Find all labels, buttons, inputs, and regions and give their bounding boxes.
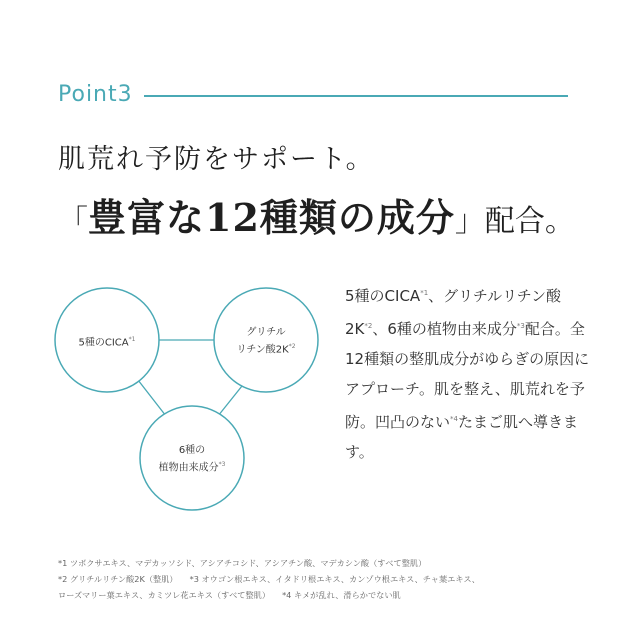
description-paragraph xyxy=(345,278,595,467)
bubble-glycyrrhizin-note: *2 xyxy=(288,343,296,350)
bubble-plant-extract-label xyxy=(137,444,247,475)
bubble-glycyrrhizin-label xyxy=(211,326,321,357)
headline-open-bracket: 「 xyxy=(58,204,88,239)
body-seg4: 配合。全12種類の整肌成分がゆらぎの原因にアプローチ。肌を整え、肌荒れを予防。凹凸のない xyxy=(345,320,590,431)
bubble-glycyrrhizin-line2-wrap xyxy=(211,340,321,357)
body-seg1: 5種のCICA xyxy=(345,287,421,305)
bubble-plant-extract-line2-wrap xyxy=(137,458,247,475)
bubble-cica-note: *1 xyxy=(128,336,136,343)
bubble-glycyrrhizin-line1: グリチル xyxy=(246,327,286,338)
bubble-cica-label xyxy=(52,333,162,350)
footnotes xyxy=(58,555,618,603)
headline-line2 xyxy=(58,192,575,252)
headline-tail: 配合。 xyxy=(484,204,575,239)
footnote-line1: *1 ツボクサエキス、マデカッソシド、アシアチコシド、アシアチン酸、マデカシン酸（すべて整肌） xyxy=(58,558,427,568)
bubble-plant-extract-line1: 6種の xyxy=(178,445,206,456)
body-note4: *4 xyxy=(450,415,458,423)
footnote-line2 xyxy=(58,571,618,587)
headline-main: 豊富な12種類の成分 xyxy=(88,195,455,240)
headline-close-bracket: 」 xyxy=(454,204,485,239)
body-note2: *2 xyxy=(364,322,373,330)
connector-1-3 xyxy=(138,380,166,416)
footnote-line3 xyxy=(58,587,618,603)
bubble-cica-text: 5種のCICA xyxy=(78,337,129,349)
headline-line1: 肌荒れ予防をサポート。 xyxy=(58,144,375,175)
footnote-4: *4 キメが乱れ、滑らかでない肌 xyxy=(282,590,401,600)
bubble-plant-extract-note: *3 xyxy=(218,461,226,468)
body-seg3: 、6種の植物由来成分 xyxy=(372,320,517,338)
body-note3: *3 xyxy=(516,322,525,330)
bubble-plant-extract-line2: 植物由来成分 xyxy=(158,462,219,474)
footnote-3: *3 オウゴン根エキス、イタドリ根エキス、カンゾウ根エキス、チャ葉エキス、 xyxy=(189,574,480,584)
diagram-graphic xyxy=(40,268,330,513)
body-seg2: 、グリチルリチン酸2K xyxy=(345,287,562,338)
point-label: Point3 xyxy=(58,82,133,107)
body-seg5: たまご肌へ導きます。 xyxy=(345,413,578,461)
header-divider xyxy=(144,95,568,97)
ingredient-diagram xyxy=(40,268,330,513)
body-note1: *1 xyxy=(420,289,429,297)
footnote-2: *2 グリチルリチン酸2K（整肌） xyxy=(58,574,178,584)
footnote-3-cont: ローズマリー葉エキス、カミツレ花エキス（すべて整肌） xyxy=(58,590,271,600)
point-header xyxy=(58,80,568,112)
bubble-glycyrrhizin-line2: リチン酸2K xyxy=(236,344,289,356)
